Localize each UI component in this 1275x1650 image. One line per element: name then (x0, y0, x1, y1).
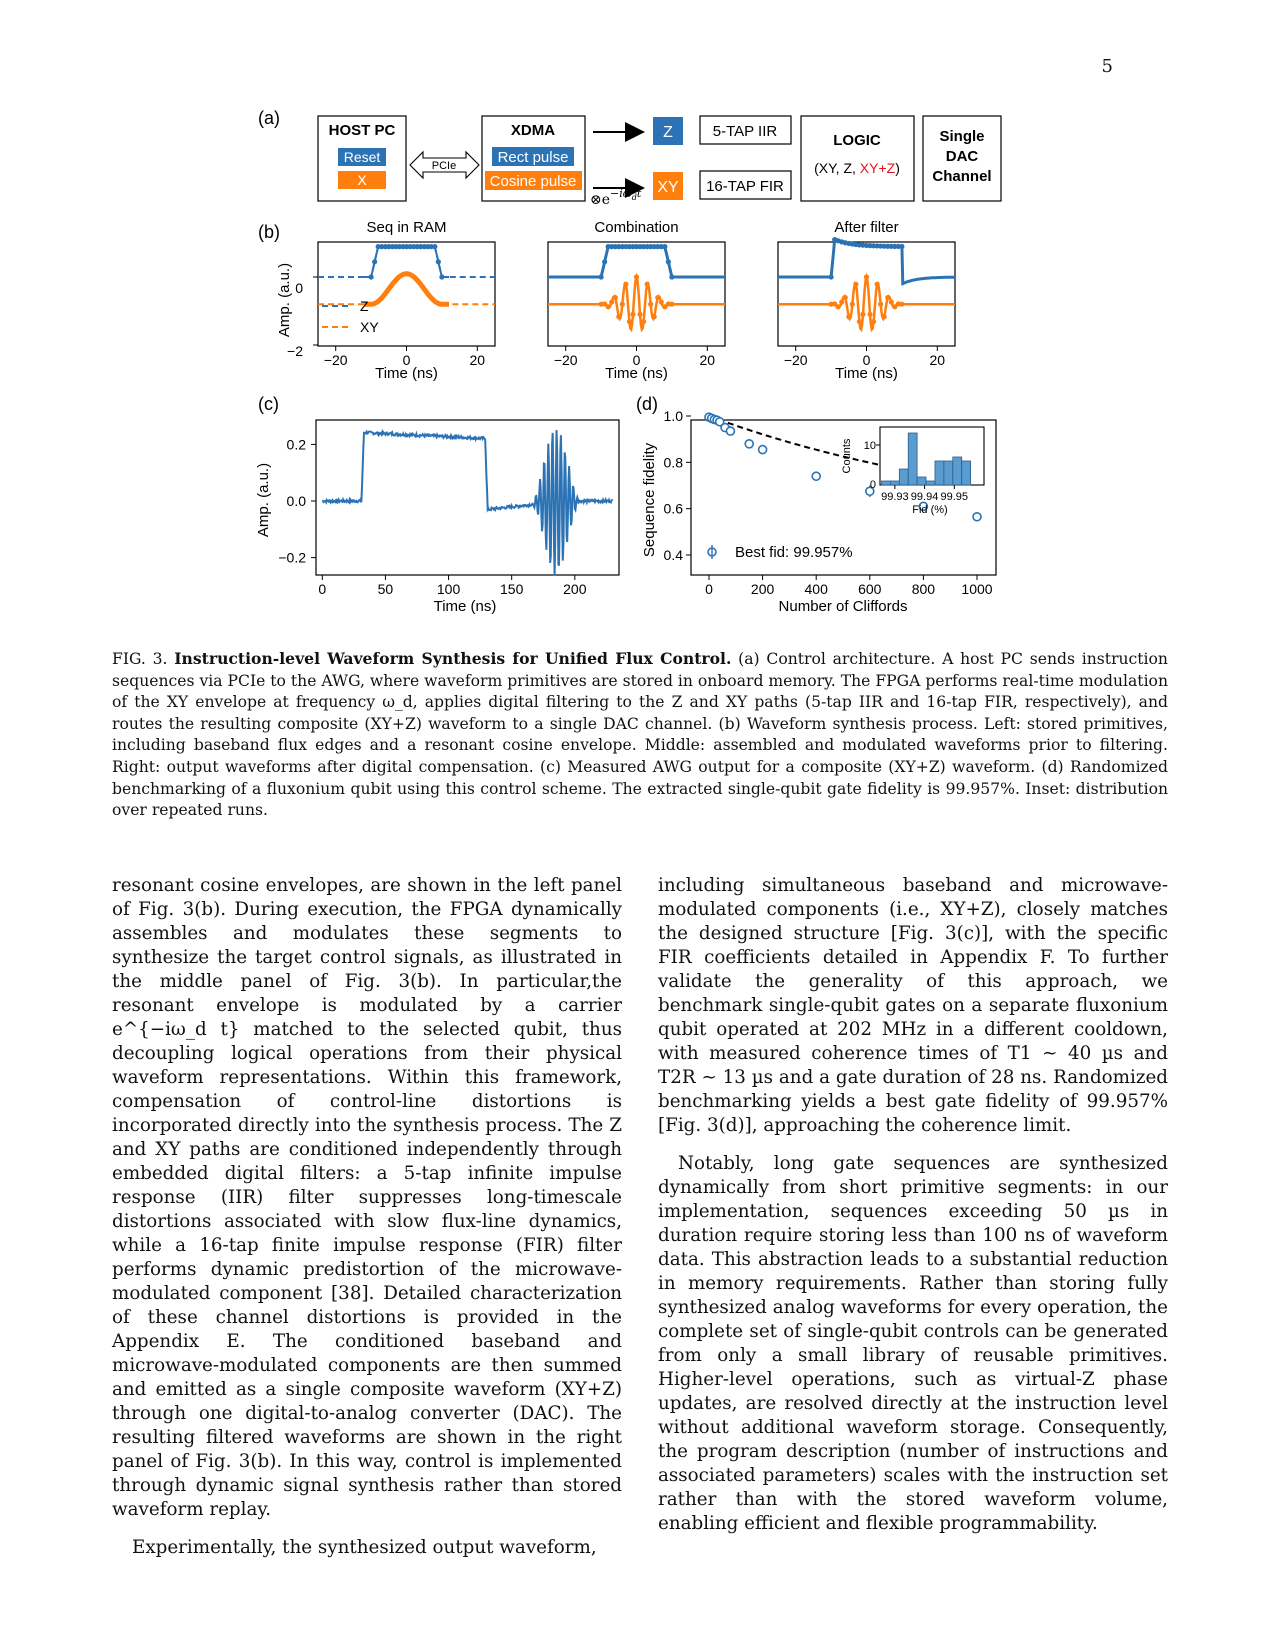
panel-d-label: (d) (636, 394, 658, 414)
c-ytick-label: −0.2 (278, 549, 306, 566)
figure-caption (112, 648, 1168, 822)
logic-inputs: (XY, Z, XY+Z) (814, 160, 900, 176)
xy-sample-dot (669, 302, 674, 307)
d-xtick-label: 1000 (961, 581, 993, 597)
reset-label: Reset (343, 149, 381, 165)
c-ytick-label: 0.0 (286, 493, 306, 509)
panel-b-plots (313, 219, 955, 382)
d-ytick-label: 0.4 (663, 547, 683, 563)
xy-sample-dot (843, 295, 848, 300)
b-xtick-label: 0 (402, 352, 411, 368)
fir-label: 16-TAP FIR (706, 178, 784, 195)
z-sample-dot (666, 259, 671, 264)
inset-ytick-0: 0 (869, 479, 876, 491)
panel-d-xlabel: Number of Cliffords (778, 598, 908, 615)
xy-sample-dot (609, 299, 614, 304)
b-xtick-label: 20 (469, 352, 486, 368)
left-paragraph-1: resonant cosine envelopes, are shown in the left panel of Fig. 3(b). During execution, the FPGA dynamically assembles and modulates these segments to synthesize the target control signals, as illustrated in the middle panel of Fig. 3(b). In particular,the resonant envelope is modulated by a carrier e^{−iω_d t} matched to the selected qubit, thus decoupling logical operations from their physical waveform representations. Within this framework, compensation of control-line distortions is incorporated directly into the synthesis process. The Z and XY paths are conditioned independently through embedded digital filters: a 5-tap infinite impulse response (IIR) filter suppresses long-timescale distortions associated with slow flux-line dynamics, while a 16-tap finite impulse response (FIR) filter performs dynamic predistortion of the microwave-modulated component [38]. Detailed characterization of these channel distortions is provided in the Appendix E. The conditioned baseband and microwave-modulated components are then summed and emitted as a single composite waveform (XY+Z) through one digital-to-analog converter (DAC). The resulting filtered waveforms are shown in the right panel of Fig. 3(b). In this way, control is implemented through dynamic signal synthesis rather than stored waveform replay. (112, 875, 622, 1520)
xy-sample-dot (641, 319, 646, 324)
d-marker (812, 472, 820, 480)
panel-c-xlabel: Time (ns) (433, 598, 497, 615)
d-xtick-label: 800 (911, 581, 936, 597)
xy-sample-dot (623, 282, 628, 287)
d-data-point (973, 513, 981, 521)
xy-sample-dot (850, 302, 855, 307)
xy-sample-dot (899, 302, 904, 307)
best-fid-legend: Best fid: 99.957% (735, 544, 853, 561)
inset-xtick-label: 99.93 (881, 491, 909, 503)
figure-svg (0, 0, 1275, 650)
right-paragraph-1: including simultaneous baseband and microwave-modulated components (i.e., XY+Z), closely matches the designed structure [Fig. 3(c)], with the specific FIR coefficients detailed in Appendix F. To further validate the generality of this approach, we benchmark single-qubit gates on a separate fluxonium qubit operated at 202 MHz in a different cooldown, with measured coherence times of T1 ∼ 40 µs and T2R ∼ 13 µs and a gate duration of 28 ns. Randomized benchmarking yields a best gate fidelity of 99.957% [Fig. 3(d)], approaching the coherence limit. (658, 875, 1168, 1136)
b-panel-2 (778, 219, 955, 382)
caption-title: Instruction-level Waveform Synthesis for Unified Flux Control. (174, 649, 732, 668)
b-ytick-0: 0 (295, 280, 303, 296)
xy-sample-dot (836, 304, 841, 309)
d-marker (973, 513, 981, 521)
xy-sample-dot (853, 282, 858, 287)
inset-bar (935, 461, 944, 485)
page-number: 5 (1101, 56, 1113, 77)
d-data-point (726, 427, 734, 435)
d-xtick-label: 200 (750, 581, 775, 597)
b-frame-0 (318, 242, 495, 346)
panel-d-ylabel: Sequence fidelity (641, 442, 658, 558)
c-waveform (322, 430, 612, 575)
host-pc-box (318, 116, 406, 201)
panel-c-label: (c) (258, 394, 279, 414)
iir-label: 5-TAP IIR (712, 123, 778, 140)
inset-bar (908, 433, 917, 485)
x-label: X (357, 172, 367, 188)
figure-3 (0, 0, 1275, 650)
rect-pulse-label: Rect pulse (497, 149, 569, 166)
c-xtick-label: 200 (563, 581, 587, 597)
b-frame-2 (778, 242, 955, 346)
c-xtick-label: 150 (500, 581, 524, 597)
xy-sample-dot (606, 304, 611, 309)
b-xlabel-0: Time (ns) (375, 365, 438, 382)
b-xtick-label: −20 (783, 352, 808, 368)
b-panel-1 (548, 219, 725, 382)
cosine-pulse-label: Cosine pulse (489, 173, 577, 190)
xy-trace-2 (778, 277, 955, 329)
inset-xtick-label: 99.94 (910, 491, 939, 503)
xy-sample-dot (613, 295, 618, 300)
inset-bar (926, 481, 935, 485)
d-data-point (759, 445, 767, 454)
b-xtick-label: −20 (323, 352, 348, 368)
inset-bar (899, 469, 908, 485)
b-xtick-label: 20 (929, 352, 946, 368)
d-ytick-label: 1.0 (663, 408, 683, 424)
xy-sample-dot (637, 312, 642, 317)
xy-sample-dot (648, 302, 653, 307)
xy-sample-dot (616, 314, 621, 319)
xy-sample-dot (645, 282, 650, 287)
panel-a-label: (a) (258, 108, 280, 128)
z-sample-dot (829, 274, 834, 279)
b-xtick-label: 0 (632, 352, 641, 368)
b-title-1: Combination (594, 219, 679, 236)
xy-trace-1 (548, 277, 725, 329)
xy-sampled-0 (364, 274, 449, 304)
d-ytick-label: 0.6 (663, 500, 683, 517)
d-data-point (745, 439, 753, 448)
c-ytick-label: 0.2 (286, 436, 306, 453)
caption-text: (a) Control architecture. A host PC sends instruction sequences via PCIe to the AWG, where waveform primitives are stored in onboard memory. The FPGA performs real-time modulation of the XY envelope at frequency ω_d, applies digital filtering to the Z and XY paths (5-tap IIR and 16-tap FIR, respectively), and routes the resulting composite (XY+Z) waveform to a single DAC channel. (b) Waveform synthesis process. Left: stored primitives, including baseband flux edges and a resonant cosine envelope. Middle: assembled and modulated waveforms prior to filtering. Right: output waveforms after digital compensation. (c) Measured AWG output for a composite (XY+Z) waveform. (d) Randomized benchmarking of a fluxonium qubit using this control scheme. The extracted single-qubit gate fidelity is 99.957%. Inset: distribution over repeated runs. (112, 650, 1168, 820)
d-marker (726, 427, 734, 435)
xy-sample-dot (630, 312, 635, 317)
d-legend (708, 544, 853, 561)
left-column (112, 874, 622, 1574)
xy-sample-dot (864, 274, 869, 279)
xy-sample-dot (885, 295, 890, 300)
z-sample-dot (599, 274, 604, 279)
c-xtick-label: 50 (377, 581, 394, 597)
caption-label: FIG. 3. (112, 650, 168, 668)
d-xtick-label: 400 (804, 581, 828, 597)
xy-sample-dot (860, 312, 865, 317)
xy-sample-dot (889, 299, 894, 304)
inset-bar (881, 481, 890, 485)
xy-path-label: XY (657, 179, 679, 196)
c-xtick-label: 0 (318, 581, 327, 597)
inset-ytick-10: 10 (863, 440, 876, 452)
inset-bar (890, 481, 899, 485)
z-sample-dot (899, 244, 904, 249)
dac-line2: DAC (945, 148, 979, 165)
xy-sample-dot (871, 319, 876, 324)
b-xtick-label: 0 (862, 352, 871, 368)
d-marker (745, 440, 753, 448)
d-xtick-label: 0 (705, 581, 713, 597)
xy-sample-dot (634, 274, 639, 279)
legend-z: Z (360, 298, 369, 314)
dac-line1: Single (939, 128, 985, 145)
xy-sample-dot (867, 312, 872, 317)
b-title-0: Seq in RAM (366, 219, 447, 236)
b-title-2: After filter (834, 219, 899, 236)
inset-bar (953, 457, 962, 485)
logic-title: LOGIC (833, 132, 881, 149)
left-paragraph-2: Experimentally, the synthesized output waveform, (132, 1537, 597, 1558)
b-frame-1 (548, 242, 725, 346)
right-paragraph-2: Notably, long gate sequences are synthesized dynamically from short primitive segments: in our implementation, sequences exceeding 50 µs in duration require storing less than 100 ns of waveform data. This abstraction leads to a substantial reduction in memory requirements. Rather than storing fully synthesized analog waveforms for every operation, the complete set of single-qubit controls can be generated from only a small library of reusable primitives. Higher-level operations, such as virtual-Z phase updates, are resolved directly at the instruction level without additional waveform storage. Consequently, the program description (number of instructions and associated parameters) scales with the instruction set rather than with the stored waveform volume, enabling efficient and flexible programmability. (658, 1153, 1168, 1534)
panel-c-plot (278, 430, 612, 597)
c-xtick-label: 100 (436, 581, 461, 597)
pcie-label: PCIe (431, 160, 457, 172)
z-sample-dot (669, 274, 674, 279)
d-data-point (812, 472, 820, 481)
pcie-arrow (410, 152, 479, 178)
inset-bar (944, 461, 953, 485)
z-sample-dot (439, 274, 444, 279)
panel-b-label: (b) (258, 222, 280, 242)
inset-xlabel: Fid (%) (912, 504, 948, 516)
legend-xy: XY (360, 319, 379, 335)
xy-sample-dot (627, 319, 632, 324)
xy-trace-0 (318, 274, 495, 304)
z-path-label: Z (663, 124, 673, 141)
inset-bar (917, 477, 926, 485)
b-xlabel-2: Time (ns) (835, 365, 898, 382)
z-sample-dot (432, 244, 437, 249)
xy-sample-dot (620, 302, 625, 307)
xy-sample-dot (857, 319, 862, 324)
d-ytick-label: 0.8 (663, 454, 683, 471)
z-sample-dot (602, 259, 607, 264)
d-xtick-label: 600 (858, 581, 882, 597)
panel-c-ylabel: Amp. (a.u.) (255, 462, 272, 538)
inset-xtick-label: 99.95 (940, 491, 969, 503)
xy-sample-dot (878, 302, 883, 307)
b-ytick-m2: −2 (287, 343, 303, 359)
z-sample-dot (436, 259, 441, 264)
xy-sample-dot (655, 295, 660, 300)
panel-b-ylabel: Amp. (a.u.) (276, 262, 293, 338)
z-sample-dot (372, 259, 377, 264)
z-sample-dot (369, 274, 374, 279)
right-column (658, 874, 1168, 1550)
inset-bar (962, 461, 971, 485)
z-sample-dot (662, 244, 667, 249)
xy-sample-dot (839, 299, 844, 304)
xdma-box (482, 116, 585, 201)
b-xtick-label: −20 (553, 352, 578, 368)
xy-sample-dot (846, 314, 851, 319)
carrier-label: $\otimes e^{-i\omega}_d^t$ (590, 187, 642, 208)
xy-sample-dot (875, 282, 880, 287)
b-xlabel-1: Time (ns) (605, 365, 668, 382)
inset-ylabel: Counts (841, 438, 853, 474)
xdma-title: XDMA (510, 122, 556, 139)
host-pc-title: HOST PC (328, 122, 396, 139)
d-marker (759, 446, 767, 454)
xy-sample-dot (882, 314, 887, 319)
b-panel-0 (313, 219, 495, 382)
xy-sample-dot (652, 314, 657, 319)
dac-line3: Channel (932, 168, 992, 185)
b-xtick-label: 20 (699, 352, 716, 368)
xy-sample-dot (659, 299, 664, 304)
